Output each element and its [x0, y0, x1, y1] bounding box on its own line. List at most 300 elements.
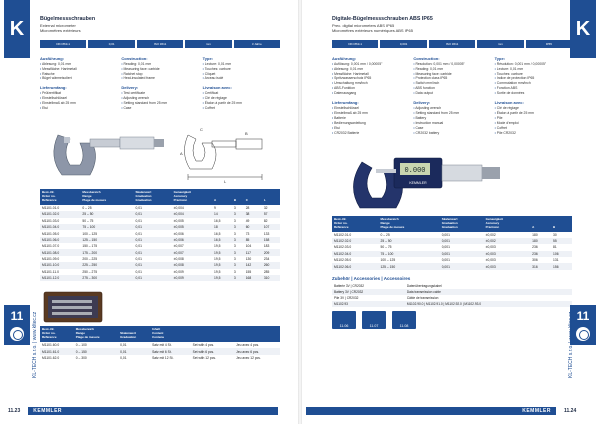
table-cell: 16,5 — [214, 231, 221, 236]
feature-item: • Clé de réglage — [495, 106, 572, 111]
subtitle-en: Prec. digital micrometers ABS IP65 — [332, 22, 395, 28]
feature-item: • Adjusting wrench — [121, 96, 198, 101]
feature-item: • Battery — [413, 116, 490, 121]
feature-item: • Clé de réglage — [203, 96, 280, 101]
product-table — [40, 189, 280, 281]
feature-item: • Resolution: 0,001 mm / 0,00005" — [413, 62, 490, 67]
feature-item: • Reading: 0,01 mm — [121, 62, 198, 67]
feature-item: • Prüfzertifikat — [40, 91, 117, 96]
micrometer-illustration — [40, 117, 280, 187]
feature-item: • Measuring face: carbide — [413, 72, 490, 77]
th-content-fr — [234, 326, 280, 342]
table-cell: Satz mit 4 St. — [152, 343, 172, 348]
feature-item: • Ablesung: 0,01 mm — [40, 62, 117, 67]
col-heading: Type: — [202, 55, 214, 61]
feature-item: • Résolution: 0,001 mm / 0,00005" — [495, 62, 572, 67]
table-cell: 285 — [263, 269, 270, 274]
spec-cell: 0,001 — [380, 40, 426, 48]
table-header-row — [40, 326, 280, 342]
table-cell: ±0,009 — [173, 269, 184, 274]
accessory-ref[interactable]: 11.07 — [362, 311, 386, 329]
vendor-url: KL-TECH s.r.o. | www.kltec.cz — [568, 311, 574, 379]
table-cell: Câble de transmission — [406, 295, 439, 300]
th-order: Best.-Nr. Order no. Référence — [40, 326, 74, 342]
subtitle-fr: Micromètres extérieurs — [40, 28, 81, 34]
table-cell: 0,01 — [135, 244, 142, 249]
feature-item: • Einstellschlüssel — [332, 106, 409, 111]
table-cell: 0,01 — [135, 206, 142, 211]
th-a: A — [212, 189, 232, 205]
th-order: Best.-Nr. Order no. Référence — [332, 216, 379, 232]
table-cell: 0,01 — [134, 262, 172, 268]
spec-cell: IP65 — [526, 40, 572, 48]
table-cell: 38 — [244, 211, 262, 217]
brand-bar: KEMMLER — [28, 407, 278, 415]
subtitle-en: External micrometer — [40, 22, 76, 28]
table-cell: 0,01 — [134, 275, 172, 281]
table-cell: M1101.03.0 — [42, 218, 60, 223]
table-cell: 25 – 50 — [80, 211, 133, 217]
chapter-number: 11 — [10, 309, 24, 323]
table-cell: 0,01 — [120, 355, 127, 360]
table-cell: 236 — [530, 251, 551, 257]
feature-item: • Pile — [495, 116, 572, 121]
feature-item: • CR2032 battery — [413, 131, 490, 136]
table-cell: 19,5 — [212, 262, 232, 268]
table-cell: 0,001 — [441, 232, 450, 237]
chapter-tab[interactable] — [4, 305, 30, 345]
set-table — [40, 326, 280, 361]
feature-item: • Mode d'emploi — [495, 121, 572, 126]
feature-item: • Messfläche: Hartmetall — [40, 67, 117, 72]
table-cell: M1101.60.0 — [42, 343, 60, 348]
table-cell: 236 — [532, 245, 538, 250]
feature-columns — [40, 56, 280, 112]
table-cell: 0,001 — [440, 238, 484, 244]
lcd-reading: 0.000 — [404, 166, 426, 175]
right-content — [332, 16, 572, 329]
th-a: A — [530, 216, 551, 232]
table-header-row — [332, 216, 572, 232]
spec-bar — [332, 40, 572, 48]
col-heading: Lieferumfang: — [40, 85, 67, 91]
table-cell: M1101.05.0 — [42, 231, 60, 236]
feature-col-de — [332, 56, 409, 136]
table-cell: ±0,005 — [172, 224, 212, 230]
page-title: Digitale-Bügelmessschrauben ABS IP65 — [332, 16, 433, 22]
table-cell: 50 – 75 — [82, 218, 94, 223]
table-cell: 3 — [233, 244, 236, 249]
table-cell: 0,01 — [134, 249, 172, 255]
spec-cell: ISO 3611 — [429, 40, 475, 48]
table-cell: 130 — [245, 257, 252, 262]
table-cell: 0,01 — [134, 237, 172, 243]
feature-col-fr — [203, 56, 280, 112]
table-body — [40, 342, 280, 361]
table-cell: ±0,003 — [484, 263, 531, 269]
dim-label-a: A — [180, 151, 183, 157]
feature-item: • Measuring face: carbide — [121, 67, 198, 72]
feature-item: • Étalon à partir de 25 mm — [495, 111, 572, 116]
feature-item: • Lecture: 0,01 mm — [495, 67, 572, 72]
table-cell: 60 — [244, 224, 262, 230]
feature-col-en — [413, 56, 490, 136]
table-cell: 107 — [262, 224, 280, 230]
table-cell: ±0,009 — [172, 275, 212, 281]
feature-item: • CR2032 Batterie — [332, 131, 409, 136]
table-cell: M1102.06.0 — [332, 263, 379, 269]
table-cell: 50 – 75 — [380, 245, 392, 250]
table-cell: 0,001 — [441, 245, 450, 250]
table-cell: 3 — [233, 257, 236, 262]
table-cell: 158 — [262, 237, 280, 243]
table-cell: M1101.10.0 — [40, 262, 80, 268]
table-cell: ±0,007 — [172, 249, 212, 255]
table-cell: 0,01 — [134, 224, 172, 230]
spec-cell: ISO 3611 — [137, 40, 183, 48]
table-cell: 310 — [262, 275, 280, 281]
table-cell: 28 — [245, 206, 250, 211]
dim-label-b: B — [245, 131, 248, 137]
feature-item: • Ratsche — [40, 72, 117, 77]
table-cell: Jeu avec 4 pcs. — [236, 343, 260, 348]
table-cell: 200 – 225 — [82, 257, 98, 262]
table-cell: Pile 3V | CR2032 — [334, 295, 359, 300]
case-illustration — [40, 286, 120, 326]
table-cell: 3 — [232, 262, 244, 268]
table-cell: 3 — [232, 237, 244, 243]
th-accuracy: Genauigkeit Accuracy Précision — [484, 216, 531, 232]
table-cell: Set with 6 pcs. — [191, 348, 234, 354]
col-heading: Type: — [494, 55, 506, 61]
feature-item: • Umschaltung mm/inch — [332, 81, 409, 86]
table-cell: 30 — [553, 232, 557, 237]
feature-item: • Einstellschlüssel — [40, 96, 117, 101]
feature-item: • Ablesung: 0,01 mm — [332, 67, 409, 72]
table-cell: 0,01 — [118, 348, 150, 354]
table-cell: 0,001 — [440, 251, 484, 257]
table-cell: 3 — [233, 218, 236, 223]
feature-item: • Arceau isolé — [203, 76, 280, 81]
brand-bar: KEMMLER — [306, 407, 556, 415]
table-cell: M1102.93 — [332, 301, 405, 307]
th-graduation: Skalenwert Graduation Graduation — [134, 189, 172, 205]
table-cell: 0,001 — [441, 258, 450, 263]
feature-item: • Setting standard from 25 mm — [121, 101, 198, 106]
table-cell: 0,01 — [135, 269, 142, 274]
feature-item: • Etui — [332, 126, 409, 131]
th-b: B — [232, 189, 244, 205]
table-cell: 19,5 — [212, 275, 232, 281]
feature-item: • Certificat — [203, 91, 280, 96]
feature-item: • Bügel wärmeisoliert — [40, 76, 117, 81]
feature-item: • Spritzwasserschutz IP65 — [332, 76, 409, 81]
table-cell: 16,5 — [212, 237, 232, 243]
table-cell: 19,5 — [214, 269, 221, 274]
feature-item: • Einstellmaß ab 25 mm — [40, 101, 117, 106]
table-cell: 81 — [553, 245, 557, 250]
table-cell: ±0,003 — [484, 251, 531, 257]
table-cell: 57 — [262, 211, 280, 217]
table-cell: M1101.62.0 — [42, 355, 60, 360]
feature-item: • Auflösung: 0,001 mm / 0,00005" — [332, 62, 409, 67]
table-cell: ±0,007 — [173, 244, 184, 249]
th-content-en — [191, 326, 234, 342]
feature-item: • Batterie — [332, 116, 409, 121]
table-cell: ±0,002 — [485, 232, 496, 237]
spec-cell: 0,01 — [88, 40, 134, 48]
feature-item: • Bedienungsanleitung — [332, 121, 409, 126]
th-order: Best.-Nr. Order no. Référence — [40, 189, 80, 205]
table-header-row — [40, 189, 280, 205]
feature-item: • Case — [121, 106, 198, 111]
table-cell: 131 — [553, 258, 559, 263]
feature-item: • Fonction ABS — [495, 86, 572, 91]
table-cell: ±0,004 — [172, 211, 212, 217]
digital-micrometer-image — [332, 138, 572, 216]
table-cell: 0,01 — [135, 257, 142, 262]
table-cell: M1101.01.0 — [42, 206, 60, 211]
table-cell: 3 — [232, 211, 244, 217]
page-number: 11.23 — [8, 408, 21, 414]
table-cell: 16,5 — [214, 218, 221, 223]
feature-item: • Indice de protection IP65 — [495, 76, 572, 81]
feature-item: • Cliquet — [203, 72, 280, 77]
spec-cell: 3 Jahre — [234, 40, 280, 48]
table-cell: 3 — [233, 231, 236, 236]
digital-micrometer-illustration — [332, 138, 572, 216]
feature-col-en — [121, 56, 198, 112]
table-cell: Jeu avec 12 pcs. — [236, 355, 261, 360]
table-cell: 0,01 — [120, 343, 127, 348]
dim-label-c: C — [200, 127, 203, 133]
table-cell: Satz mit 6 St. — [150, 348, 191, 354]
col-heading: Ausführung: — [332, 55, 356, 61]
feature-item: • Switch mm/inch — [413, 81, 490, 86]
spec-cell: DIN 863-1 — [332, 40, 378, 48]
kemmler-logo: K — [4, 0, 30, 58]
th-accuracy: Genauigkeit Accuracy Précision — [172, 189, 212, 205]
feature-item: • Etui — [40, 106, 117, 111]
feature-item: • Einstellmaß ab 25 mm — [332, 111, 409, 116]
feature-item: • Test certificate — [121, 91, 198, 96]
table-cell: 306 — [532, 258, 538, 263]
table-cell: 49 — [245, 218, 250, 223]
table-cell: 133 — [263, 231, 270, 236]
table-cell: 25 – 50 — [379, 238, 440, 244]
table-cell: 0,01 — [134, 211, 172, 217]
col-heading: Ausführung: — [40, 55, 64, 61]
feature-item: • Étalon à partir de 25 mm — [203, 101, 280, 106]
table-cell: 225 – 250 — [80, 262, 133, 268]
table-cell: 19,5 — [214, 244, 221, 249]
table-cell: 209 — [262, 249, 280, 255]
set-image-area — [40, 286, 280, 326]
table-cell: 3 — [233, 269, 236, 274]
table-cell: 125 – 150 — [379, 263, 440, 269]
table-cell: ±0,002 — [484, 238, 531, 244]
feature-item: • Datenausgang — [332, 91, 409, 96]
feature-item: • Reading: 0,01 mm — [413, 67, 490, 72]
table-cell: 100 – 125 — [380, 258, 396, 263]
page-number: 11.24 — [564, 408, 577, 414]
feature-item: • Lecture: 0,01 mm — [203, 62, 280, 67]
feature-item: • Setting standard from 25 mm — [413, 111, 490, 116]
micrometer-icon — [10, 327, 24, 341]
table-cell: 0,01 — [135, 218, 142, 223]
table-cell: 150 – 175 — [82, 244, 98, 249]
table-cell: M1101.61.0 — [40, 348, 74, 354]
feature-item: • Ratchet stop — [121, 72, 198, 77]
table-cell: M1102.90.0 | M1102.91.0 | M1102.92.0 | M1102.93.0 — [405, 301, 572, 307]
table-cell: 234 — [263, 257, 270, 262]
feature-item: • Sortie de données — [495, 91, 572, 96]
table-cell: ±0,005 — [173, 218, 184, 223]
table-cell: M1101.06.0 — [40, 237, 80, 243]
table-cell: M1101.08.0 — [40, 249, 80, 255]
table-cell: 55 — [551, 238, 572, 244]
table-cell: M1102.05.0 — [334, 258, 352, 263]
table-cell: Data transmission cable — [405, 289, 572, 295]
th-range: Messbereich Range Plage de mesure — [80, 189, 133, 205]
table-cell: 155 — [245, 269, 252, 274]
table-cell: M1102.02.0 — [332, 238, 379, 244]
table-row — [332, 301, 572, 307]
th-range: Messbereich Range Plage de mesure — [379, 216, 440, 232]
table-cell: 117 — [244, 249, 262, 255]
kemmler-logo: K — [570, 0, 596, 58]
feature-item: • Coffret — [203, 106, 280, 111]
accessory-ref[interactable]: 11.08 — [392, 311, 416, 329]
table-cell: ±0,008 — [173, 257, 184, 262]
vendor-url: KL-TECH s.r.o. | www.kltec.cz — [32, 311, 38, 379]
table-cell: 168 — [244, 275, 262, 281]
table-cell: ±0,006 — [173, 231, 184, 236]
table-cell: 180 — [532, 232, 538, 237]
feature-item: • ABS function — [413, 86, 490, 91]
table-cell: 100 – 125 — [82, 231, 98, 236]
col-heading: Delivery: — [121, 85, 139, 91]
col-heading: Lieferumfang: — [332, 100, 359, 106]
table-cell: 19,5 — [212, 249, 232, 255]
table-cell: ±0,003 — [485, 258, 496, 263]
table-cell: 175 – 200 — [80, 249, 133, 255]
col-heading: Livraison avec: — [202, 85, 232, 91]
table-cell: 18 — [212, 224, 232, 230]
table-cell: M1102.03.0 — [334, 245, 352, 250]
right-page — [300, 0, 600, 424]
table-cell: 0 – 150 — [74, 348, 118, 354]
feature-item: • Adjusting wrench — [413, 106, 490, 111]
table-cell: M1101.11.0 — [42, 269, 59, 274]
table-cell: 9 — [214, 206, 216, 211]
spec-bar — [40, 40, 280, 48]
table-cell: Battery 3V | CR2032 — [332, 289, 405, 295]
accessory-ref[interactable]: 11.06 — [332, 311, 356, 329]
th-l: L — [262, 189, 280, 205]
table-cell: 14 — [212, 211, 232, 217]
feature-item: • Coffret — [495, 126, 572, 131]
table-cell: M1102.04.0 — [332, 251, 379, 257]
table-cell: Batterie 3V | CR2032 — [334, 283, 365, 288]
col-heading: Delivery: — [413, 100, 431, 106]
table-cell: Datenübertragungskabel — [406, 283, 442, 288]
table-cell: 125 – 150 — [80, 237, 133, 243]
table-cell: 85 — [244, 237, 262, 243]
table-cell: 106 — [551, 251, 572, 257]
th-graduation: Skalenwert Graduation — [118, 326, 150, 342]
table-cell: 0,01 — [135, 231, 142, 236]
table-cell: 250 – 275 — [82, 269, 98, 274]
feature-item: • Touches: carbure — [203, 67, 280, 72]
table-cell: ±0,008 — [172, 262, 212, 268]
product-image-area — [40, 117, 280, 187]
accessory-images — [332, 311, 572, 329]
table-cell: 156 — [551, 263, 572, 269]
table-cell: 3 — [232, 275, 244, 281]
feature-item: • Pile CR2032 — [495, 131, 572, 136]
accessories-table — [332, 283, 572, 307]
table-cell: 82 — [263, 218, 268, 223]
subtitle-fr: Micromètres extérieurs numériques ABS IP65 — [332, 28, 413, 34]
table-cell: 0,001 — [440, 263, 484, 269]
product-table — [332, 216, 572, 270]
feature-columns — [332, 56, 572, 136]
table-cell: M1101.04.0 — [40, 224, 80, 230]
feature-col-de — [40, 56, 117, 112]
table-cell: 32 — [263, 206, 268, 211]
feature-col-fr — [495, 56, 572, 136]
table-cell: 275 – 300 — [80, 275, 133, 281]
th-graduation: Skalenwert Graduation Graduation — [440, 216, 484, 232]
table-cell: 183 — [263, 244, 270, 249]
page-footer — [8, 406, 293, 416]
table-row — [40, 275, 280, 281]
table-cell: Jeu avec 6 pcs. — [234, 348, 280, 354]
table-row — [332, 263, 572, 269]
table-cell: 19,5 — [214, 257, 221, 262]
table-body — [40, 205, 280, 282]
col-heading: Construction: — [121, 55, 148, 61]
col-heading: Livraison avec: — [494, 100, 524, 106]
feature-item: • Instruction manual — [413, 121, 490, 126]
feature-item: • Data output — [413, 91, 490, 96]
th-c: C — [244, 189, 262, 205]
feature-item: • Case — [413, 126, 490, 131]
th-range: Messbereich Range Plage de mesure — [74, 326, 118, 342]
table-cell: ±0,006 — [172, 237, 212, 243]
table-body — [332, 232, 572, 270]
table-cell: Set with 12 pcs. — [192, 355, 216, 360]
table-cell: 0 – 300 — [75, 355, 87, 360]
feature-item: • ABS-Funktion — [332, 86, 409, 91]
table-cell: 180 — [530, 238, 551, 244]
feature-item: • Protection class IP65 — [413, 76, 490, 81]
dim-label-l: L — [224, 179, 227, 185]
micrometer-icon — [576, 327, 590, 341]
accessories-heading: Zubehör | Accessories | Accessoires — [332, 275, 411, 281]
th-content: Inhalt Content Contenu — [150, 326, 191, 342]
table-cell: 0 – 100 — [75, 343, 87, 348]
table-cell: M1101.12.0 — [40, 275, 80, 281]
feature-item: • Touches: carbure — [495, 72, 572, 77]
table-cell: Set with 4 pcs. — [192, 343, 215, 348]
spec-cell: DIN 863-1 — [40, 40, 86, 48]
th-b: B — [551, 216, 572, 232]
feature-item: • Messfläche: Hartmetall — [332, 72, 409, 77]
table-cell: 75 – 100 — [379, 251, 440, 257]
table-cell: 3 — [233, 206, 236, 211]
